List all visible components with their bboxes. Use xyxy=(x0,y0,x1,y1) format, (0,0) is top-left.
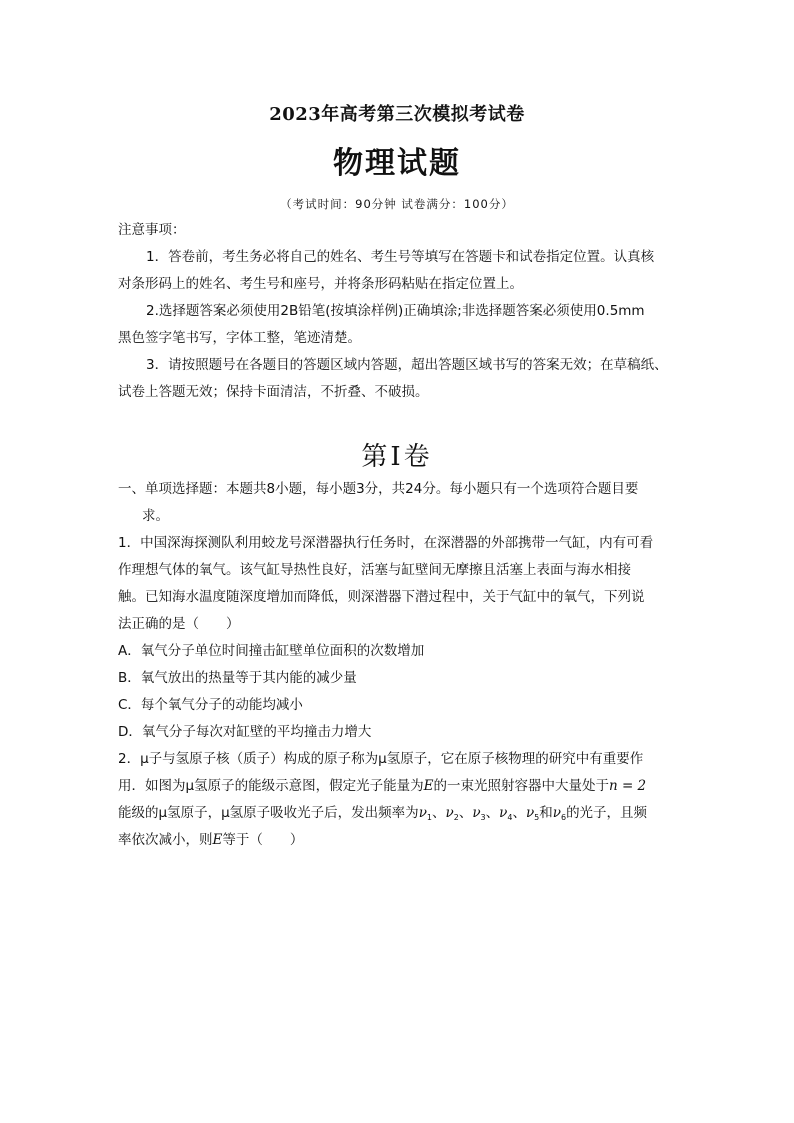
and-word: 和 xyxy=(539,805,553,821)
notice-line: 黑色签字笔书写，字体工整，笔迹清楚。 xyxy=(118,330,361,346)
question-stem-line xyxy=(118,800,698,827)
stem-text: 能级的μ氢原子，μ氢原子吸收光子后，发出频率为 xyxy=(118,805,419,821)
notice-line: 3．请按照题号在各题目的答题区域内答题，超出答题区域书写的答案无效；在草稿纸、 xyxy=(146,357,668,373)
question-stem-line: 作理想气体的氧气。该气缸导热性良好，活塞与缸壁间无摩擦且活塞上表面与海水相接 xyxy=(118,562,631,578)
nu-subscript: 1 xyxy=(426,813,432,822)
stem-text: 的一束光照射容器中大量处于 xyxy=(433,778,609,794)
exam-info: （考试时间：90分钟 试卷满分：100分） xyxy=(280,197,514,211)
nu-symbol: ν xyxy=(472,805,481,821)
energy-symbol: E xyxy=(212,832,223,848)
separator: 、 xyxy=(458,805,473,821)
notice-section xyxy=(118,217,688,406)
nu-symbol: ν xyxy=(552,805,561,821)
n-symbol: n xyxy=(608,778,618,794)
section-line: 一、单项选择题：本题共8小题，每小题3分，共24分。每小题只有一个选项符合题目要 xyxy=(118,481,639,497)
notice-heading: 注意事项： xyxy=(118,222,186,238)
stem-text: 的光子，且频 xyxy=(566,805,648,821)
separator: 、 xyxy=(432,805,446,821)
nu-symbol: ν xyxy=(525,805,535,821)
notice-line: 试卷上答题无效；保持卡面清洁，不折叠、不破损。 xyxy=(118,384,429,400)
section-line: 求。 xyxy=(142,508,169,524)
nu-symbol: ν xyxy=(445,805,454,821)
question-1 xyxy=(118,530,698,746)
separator: 、 xyxy=(512,805,526,821)
stem-text: 等于（ ） xyxy=(222,832,304,848)
nu-subscript: 4 xyxy=(507,813,513,822)
separator: 、 xyxy=(485,805,500,821)
option-a: A．氧气分子单位时间撞击缸壁单位面积的次数增加 xyxy=(118,643,425,659)
notice-line: 1．答卷前，考生务必将自己的姓名、考生号等填写在答题卡和试卷指定位置。认真核 xyxy=(146,249,655,265)
option-b: B．氧气放出的热量等于其内能的减少量 xyxy=(118,670,357,686)
question-stem-line: 法正确的是（ ） xyxy=(118,616,240,632)
question-stem-line xyxy=(118,827,698,854)
notice-line: 2.选择题答案必须使用2B铅笔(按填涂样例)正确填涂;非选择题答案必须使用0.5mm xyxy=(146,303,645,319)
energy-symbol: E xyxy=(423,778,434,794)
question-stem-line xyxy=(118,773,698,800)
nu-symbol: ν xyxy=(418,805,427,821)
question-stem-line: 触。已知海水温度随深度增加而降低，则深潜器下潜过程中，关于气缸中的氧气，下列说 xyxy=(118,589,645,605)
nu-symbol: ν xyxy=(499,805,508,821)
section-heading xyxy=(118,476,698,530)
question-2 xyxy=(118,746,698,854)
question-stem-line: 1．中国深海探测队利用蛟龙号深潜器执行任务时，在深潜器的外部携带一气缸，内有可看 xyxy=(118,535,654,551)
part-title: 第Ⅰ卷 xyxy=(361,442,433,472)
question-stem-line: 2．μ子与氢原子核（质子）构成的原子称为μ氢原子，它在原子核物理的研究中有重要作 xyxy=(118,751,644,767)
nu-subscript: 3 xyxy=(480,813,486,822)
exam-title: 2023年高考第三次模拟考试卷 xyxy=(269,104,525,125)
option-c: C．每个氧气分子的动能均减小 xyxy=(118,697,303,713)
nu-subscript: 2 xyxy=(453,813,459,822)
option-d: D．氧气分子每次对缸壁的平均撞击力增大 xyxy=(118,724,372,740)
stem-text: 率依次减小，则 xyxy=(118,832,213,848)
subject-title: 物理试题 xyxy=(333,146,461,181)
nu-subscript: 6 xyxy=(560,813,567,822)
n-value: = 2 xyxy=(617,778,647,794)
stem-text: 用．如图为μ氢原子的能级示意图，假定光子能量为 xyxy=(118,778,424,794)
notice-line: 对条形码上的姓名、考生号和座号，并将条形码粘贴在指定位置上。 xyxy=(118,276,523,292)
nu-subscript: 5 xyxy=(534,813,540,822)
